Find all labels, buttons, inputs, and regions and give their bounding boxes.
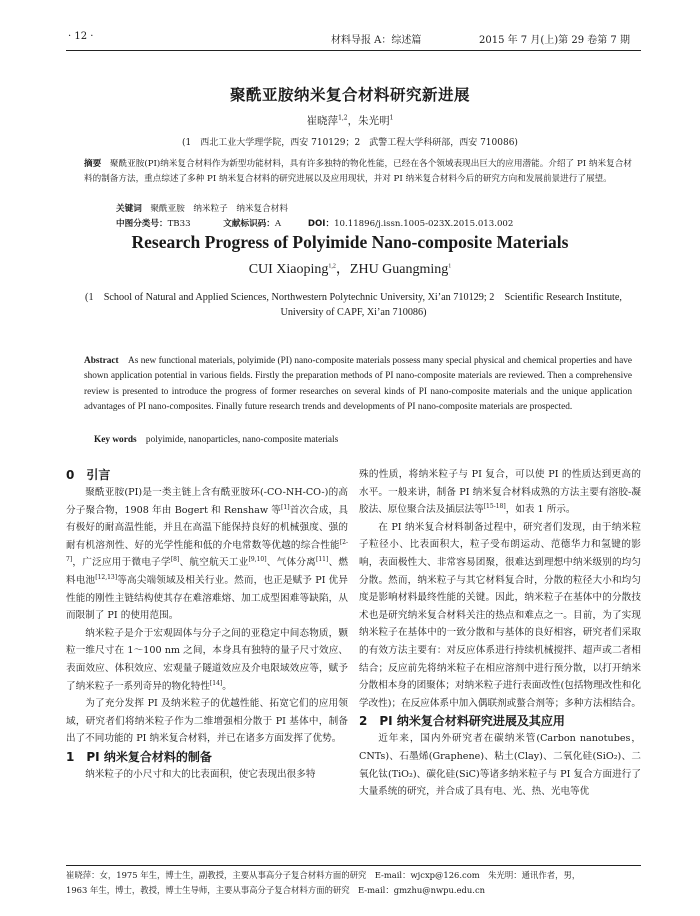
paragraph-2 <box>66 625 348 695</box>
section-0-title: 引言 <box>86 468 111 482</box>
cn-authors <box>0 113 700 128</box>
cn-classification <box>116 217 513 229</box>
section-1-heading <box>66 748 348 766</box>
paragraph-5-text-b: ，如表 1 所示。 <box>505 504 576 516</box>
paragraph-4: 纳米粒子的小尺寸和大的比表面积，使它表现出很多特 <box>85 768 316 780</box>
footnote-rule <box>66 865 641 866</box>
en-keywords-label: Key words <box>94 435 137 445</box>
body-column-left <box>66 466 348 784</box>
cn-author-2-affil: 1 <box>389 114 394 122</box>
en-author-2-affil: 1 <box>448 263 452 270</box>
paragraph-1 <box>66 484 348 625</box>
page-number: · 12 · <box>68 31 94 42</box>
en-keywords <box>94 431 338 445</box>
clc-label: 中图分类号： <box>116 219 168 229</box>
section-0-number: 0 <box>66 468 75 482</box>
cn-author-sep: ， <box>347 115 359 127</box>
paragraph-5-text-a: 殊的性质，将纳米粒子与 PI 复合，可以使 PI 的性质达到更高的水平。一般来讲，制备 PI 纳米复合材料成熟的方法主要有溶胶-凝胶法、原位聚合法及插层法等 <box>359 469 641 516</box>
en-author-sep: ， <box>335 262 350 277</box>
paragraph-1-text-a: 聚酰亚胺(PI)是一类主链上含有酰亚胺环(-CO-NH-CO-)的高分子聚合物，1908 年由 Bogert 和 Renshaw 等 <box>66 487 348 516</box>
paragraph-6: 在 PI 纳米复合材料制备过程中，研究者们发现，由于纳米粒子粒径小、比表面积大，粒子受布朗运动、范德华力和氢键的影响，表面极性大、非常容易团聚，很难达到理想中纳米级别的均匀分散。然而，纳米粒子与其它材料复合时，分散的粒径大小和均匀度是影响材料最终性能的关键。因此，纳米粒子在基体中的分散技术也是研究纳米复合材料关注的热点和难点之一。目前，为了实现纳米粒子在基体中的一致分散和与基体的良好相容，研究者们采取的有效方法主要有：对反应体系进行持续机械搅拌、超声或二者相结合；反应前先将纳米粒子在相应溶剂中进行预分散，以打开纳米分散相本身的团聚体；对纳米粒子进行表面改性(包括物理改性和化学改性)；在反应体系中加入偶联剂或螯合剂等；多种方法相结合。 <box>359 521 641 709</box>
citation-7: [14] <box>209 679 223 687</box>
paragraph-1-text-b: 首次合成，具有极好的耐高温性能，并且在高温下能保持良好的机械强度、强的耐有机溶剂性、好的光学性能和低的介电常数等优越的综合性能 <box>66 504 349 551</box>
section-2-heading <box>359 712 641 730</box>
citation-3: [8] <box>170 556 180 564</box>
cn-keywords <box>116 202 288 214</box>
issue-info: 2015 年 7 月(上)第 29 卷第 7 期 <box>479 35 630 46</box>
cn-abstract-text: 聚酰亚胺(PI)纳米复合材料作为新型功能材料，具有许多独特的物化性能，已经在各个领域表现出巨大的应用潜能。介绍了 PI 纳米复合材料的制备方法，重点综述了多种 PI 纳米复合材料的研究进展以及应用现状，并对 PI 纳米复合材料今后的研究方向和发展前景进行了展望。 <box>84 159 632 184</box>
paragraph-2-text-a: 纳米粒子是介于宏观固体与分子之间的亚稳定中间态物质，颗粒一维尺寸在 1～100 nm 之间，本身具有独特的量子尺寸效应、表面效应、体积效应、宏观量子隧道效应及介电限域效应等，赋予了纳米粒子一系列奇异的物化特性 <box>66 627 348 692</box>
footnote-line-2: 1963 年生，博士，教授，博士生导师，主要从事高分子复合材料方面的研究 E-mail：gmzhu@nwpu.edu.cn <box>66 885 486 895</box>
cn-keywords-text: 聚酰亚胺 纳米粒子 纳米复合材料 <box>150 204 288 214</box>
paragraph-1-text-e: 、气体分离 <box>266 557 317 569</box>
citation-5: [11] <box>316 556 329 564</box>
author-footnote <box>66 868 641 898</box>
en-authors <box>0 258 700 278</box>
doc-code-label: 文献标识码： <box>223 219 275 229</box>
paragraph-3: 为了充分发挥 PI 及纳米粒子的优越性能、拓宽它们的应用领域，研究者们将纳米粒子作为二维增强相分散于 PI 基体中，制备出了不同功能的 PI 纳米复合材料，并已在诸多方面发挥了优势。 <box>66 698 348 745</box>
footnote-line-1: 崔晓萍：女，1975 年生，博士生，副教授，主要从事高分子复合材料方面的研究 E-mail：wjcxp@126.com 朱光明：通讯作者，男， <box>66 870 581 880</box>
en-abstract-text: As new functional materials, polyimide (PI) nano-composite materials possess many special physical and chemical properties and have shown application potential in various fields. Firstly the preparation methods of PI nano-composite materials are reviewed. Then a comprehensive review is presented to introduce the progress of former researches on several kinds of PI nano-composite materials and the unique application advantages of PI nano-composites. Finally future research trends and developments of PI nano-composite materials are prospected. <box>84 356 632 413</box>
cn-affiliation: (1 西北工业大学理学院，西安 710129；2 武警工程大学科研部，西安 710086) <box>182 138 518 148</box>
section-1-number: 1 <box>66 749 75 764</box>
cn-author-2: 朱光明 <box>358 115 390 127</box>
en-affiliation: (1 School of Natural and Applied Sciences, Northwestern Polytechnic University, Xi’an 710129; 2 Scientific Research Institute, University of CAPF, Xi’an 710086) <box>85 292 622 318</box>
cn-author-1: 崔晓萍 <box>306 115 339 127</box>
section-0-heading <box>66 466 348 484</box>
citation-8: [15-18] <box>483 503 506 510</box>
section-2-title: PI 纳米复合材料研究进展及其应用 <box>379 714 565 729</box>
section-1-title: PI 纳米复合材料的制备 <box>86 749 212 764</box>
doc-code-value: A <box>274 219 282 229</box>
clc-value: TB33 <box>167 219 191 229</box>
en-abstract-label: Abstract <box>84 356 119 366</box>
header-rule <box>66 50 641 51</box>
doi-label: DOI： <box>307 219 335 229</box>
en-author-2: ZHU Guangming <box>349 262 449 277</box>
paragraph-7: 近年来，国内外研究者在碳纳米管(Carbon nanotubes，CNTs)、石墨烯(Graphene)、粘土(Clay)、二氧化硅(SiO₂)、二氧化钛(TiO₂)、碳化硅(SiC)等诸多纳米粒子与 PI 复合方面进行了大量系统的研究，并合成了具有电、光、热、光电等优 <box>359 733 641 798</box>
cn-abstract <box>84 157 632 187</box>
cn-keywords-label: 关键词 <box>116 204 142 214</box>
journal-name: 材料导报 A：综述篇 <box>331 35 422 46</box>
citation-4: [9,10] <box>248 556 267 564</box>
doi-value: 10.11896/j.issn.1005-023X.2015.013.002 <box>334 219 514 229</box>
cn-title: 聚酰亚胺纳米复合材料研究新进展 <box>229 86 470 104</box>
en-author-1: CUI Xiaoping <box>248 262 329 277</box>
en-abstract <box>84 354 632 416</box>
section-2-number: 2 <box>359 714 368 729</box>
cn-author-1-affil: 1,2 <box>338 114 348 122</box>
paragraph-1-text-g: 等高尖端领域及相关行业。然而，也正是赋予 PI 优异性能的刚性主链结构使其存在难溶难熔、加工成型困难等缺陷，从而限制了 PI 的使用范围。 <box>66 574 349 622</box>
en-title: Research Progress of Polyimide Nano-composite Materials <box>131 232 569 252</box>
paragraph-2-text-b: 。 <box>222 680 232 692</box>
body-column-right <box>359 466 641 801</box>
en-keywords-text: polyimide, nanoparticles, nano-composite materials <box>145 435 339 445</box>
citation-1: [1] <box>281 503 290 511</box>
citation-6: [12,13] <box>95 573 118 581</box>
paragraph-5 <box>359 466 641 519</box>
paragraph-1-text-f: 、燃料电池 <box>66 557 349 586</box>
citation-2: [2-7] <box>66 538 348 564</box>
cn-abstract-label: 摘要 <box>84 159 102 169</box>
paragraph-1-text-c: ，广泛应用于微电子学 <box>72 557 171 569</box>
en-author-1-affil: 1,2 <box>328 263 336 270</box>
paragraph-1-text-d: 、航空航天工业 <box>179 557 249 569</box>
